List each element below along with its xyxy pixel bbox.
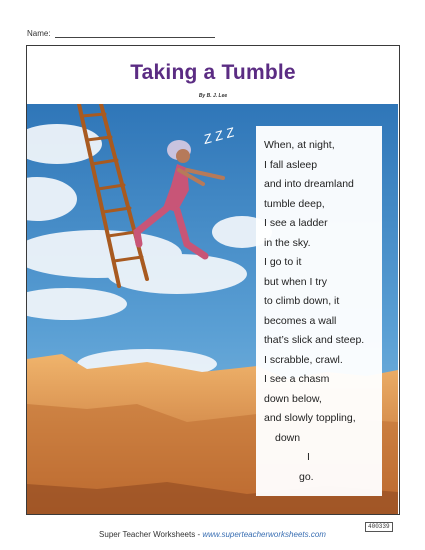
poem-title: Taking a Tumble [130,61,296,84]
poem-line: to climb down, it [264,295,340,307]
poem-line: and into dreamland [264,178,354,190]
poem-line: and slowly toppling, [264,412,356,424]
worksheet-frame [26,45,400,515]
name-underline[interactable] [55,30,215,38]
poem-line: that’s slick and steep. [264,334,365,346]
poem-text-box [256,126,382,496]
poem-line: but when I try [264,275,328,288]
poem-line: down [275,431,301,444]
poem-line: down below, [264,392,322,405]
poem-line: I see a ladder [264,217,328,229]
poem-line: I scrabble, crawl. [264,353,343,366]
footer [0,530,425,539]
footer-brand: Super Teacher Worksheets - [99,530,203,539]
poem-byline: By B. J. Lee [198,93,228,99]
poem-line: I fall asleep [264,158,318,171]
poem-line: in the sky. [264,236,311,249]
poem-line: I go to it [264,256,302,268]
worksheet-code: 400339 [365,522,393,532]
poem-line: I see a chasm [264,373,330,385]
poem-line: tumble deep, [264,197,325,210]
footer-url[interactable]: www.superteacherworksheets.com [202,530,326,539]
name-field[interactable] [27,29,215,38]
poem-line: go. [299,470,314,483]
poem-line: When, at night, [264,139,335,151]
poem-line: becomes a wall [264,314,337,327]
name-label: Name: [27,29,51,38]
snore-text: Z Z Z [201,124,236,147]
poem-line: I [307,451,310,463]
